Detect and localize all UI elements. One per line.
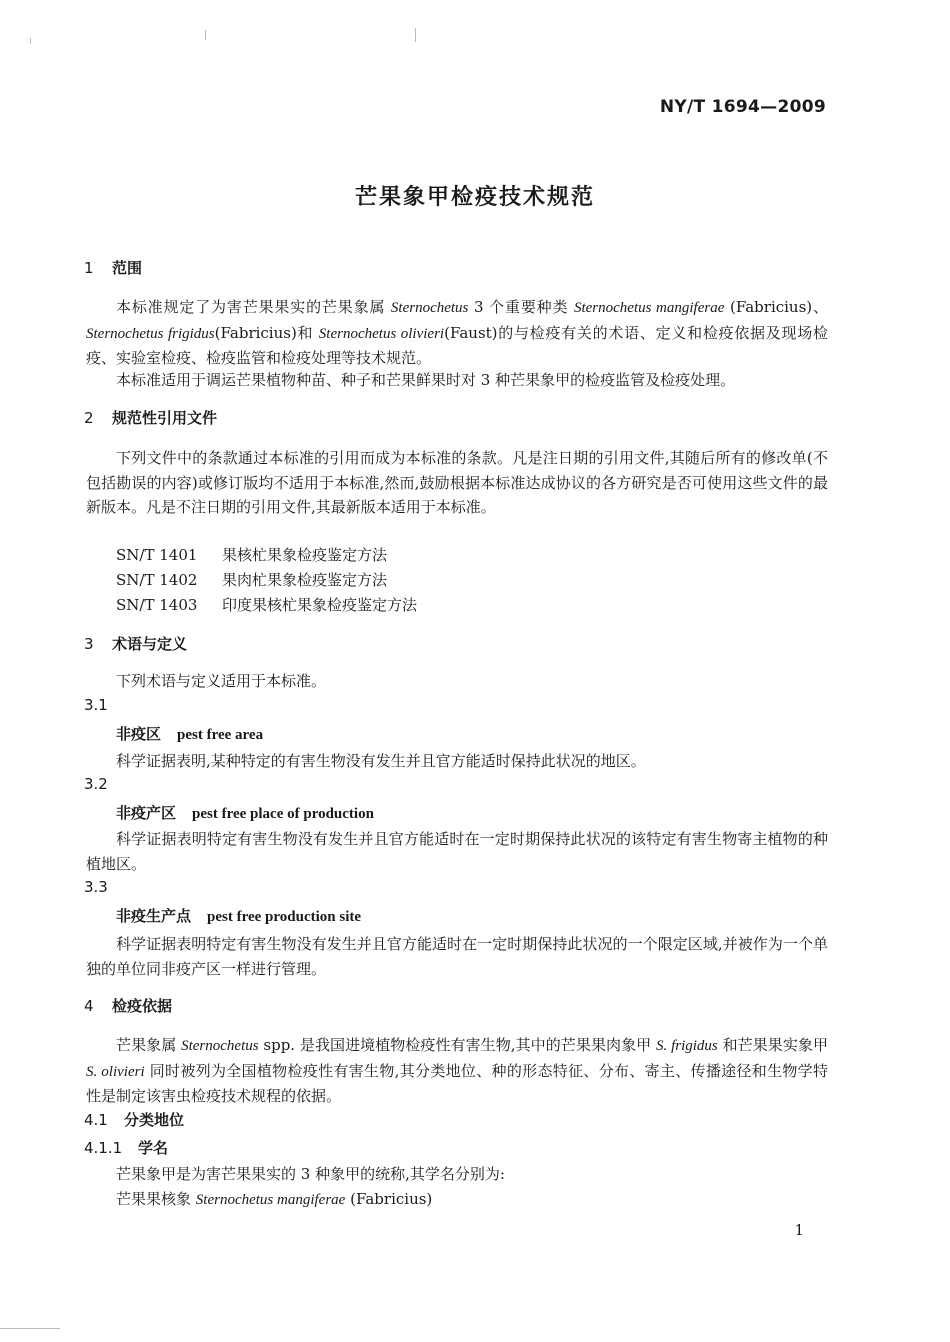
term-number: 3.3 — [84, 878, 108, 896]
section-1-paragraph-2: 本标准适用于调运芒果植物种苗、种子和芒果鲜果时对 3 种芒果象甲的检疫监管及检疫处理。 — [116, 371, 736, 389]
term-definition: 科学证据表明特定有害生物没有发生并且官方能适时在一定时期保持此状况的一个限定区域,并被作为一个单独的单位同非疫产区一样进行管理。 — [86, 935, 828, 978]
section-2-paragraph-1: 下列文件中的条款通过本标准的引用而成为本标准的条款。凡是注日期的引用文件,其随后所有的修改单(不包括勘误的内容)或修订版均不适用于本标准,然而,鼓励根据本标准达成协议的各方研究是否可使用这些文件的最新版本。凡是不注日期的引用文件,其最新版本适用于本标准。 — [86, 449, 828, 516]
scan-speck — [415, 28, 416, 42]
page-number: 1 — [794, 1221, 804, 1239]
term-number: 3.2 — [84, 775, 108, 793]
term-heading: 非疫产区 pest free place of production — [116, 804, 374, 822]
document-title: 芒果象甲检疫技术规范 — [354, 185, 595, 210]
term-heading: 非疫区 pest free area — [116, 725, 264, 743]
section-4-heading: 4 检疫依据 — [84, 997, 173, 1015]
reference-item: SN/T 1401 果核杧果象检疫鉴定方法 — [116, 546, 388, 564]
section-1-paragraph-1: 本标准规定了为害芒果果实的芒果象属 Sternochetus 3 个重要种类 Sternochetus mangiferae (Fabricius)、Sternochetus frigidus(Fabricius)和 Sternochetus olivieri(Faust)的与检疫有关的术语、定义和检疫依据及现场检疫、实验室检疫、检疫监管和检疫处理等技术规范。 — [86, 298, 828, 367]
section-1-heading: 1 范围 — [84, 259, 143, 277]
document-number: NY/T 1694—2009 — [659, 97, 826, 117]
term-definition: 科学证据表明特定有害生物没有发生并且官方能适时在一定时期保持此状况的该特定有害生物寄主植物的种植地区。 — [86, 830, 828, 873]
section-3-paragraph-1: 下列术语与定义适用于本标准。 — [116, 672, 327, 690]
section-4-paragraph-1: 芒果象属 Sternochetus spp. 是我国进境植物检疫性有害生物,其中的芒果果肉象甲 S. frigidus 和芒果果实象甲 S. olivieri 同时被列为全国植物检疫性有害生物,其分类地位、种的形态特征、分布、寄主、传播途径和生物学特性是制定该害虫检疫技术规程的依据。 — [86, 1036, 828, 1105]
subsection-4-1-1-heading: 4.1.1 学名 — [84, 1139, 169, 1157]
reference-item: SN/T 1403 印度果核杧果象检疫鉴定方法 — [116, 596, 418, 614]
scan-speck — [0, 1328, 60, 1329]
reference-item: SN/T 1402 果肉杧果象检疫鉴定方法 — [116, 571, 388, 589]
subsection-4-1-heading: 4.1 分类地位 — [84, 1111, 185, 1129]
section-4-paragraph-2: 芒果象甲是为害芒果果实的 3 种象甲的统称,其学名分别为: — [116, 1165, 505, 1183]
term-definition: 科学证据表明,某种特定的有害生物没有发生并且官方能适时保持此状况的地区。 — [116, 752, 646, 770]
term-heading: 非疫生产点 pest free production site — [116, 907, 362, 925]
scan-speck — [205, 30, 206, 40]
term-number: 3.1 — [84, 696, 108, 714]
section-2-heading: 2 规范性引用文件 — [84, 409, 218, 427]
section-3-heading: 3 术语与定义 — [84, 635, 188, 653]
scan-speck — [30, 38, 31, 44]
section-4-paragraph-3: 芒果果核象 Sternochetus mangiferae (Fabricius) — [116, 1190, 433, 1208]
